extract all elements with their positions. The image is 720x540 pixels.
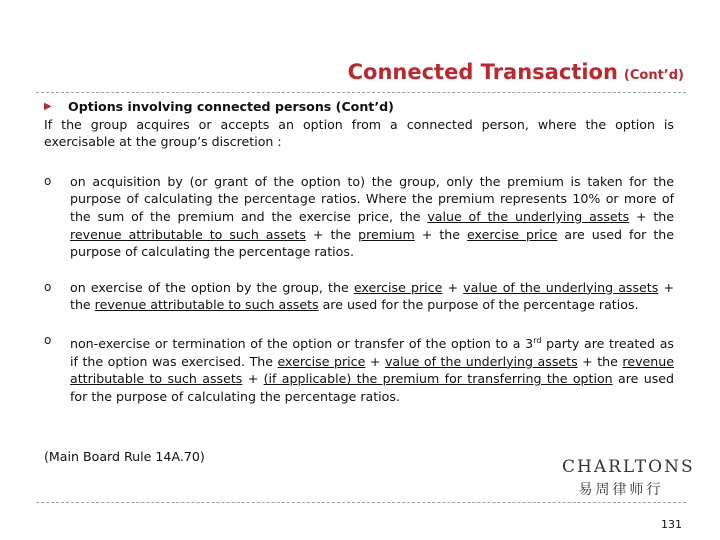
logo-english: CHARLTONS	[562, 457, 695, 477]
subheading	[44, 98, 674, 116]
bullet-text: non-exercise or termination of the option or transfer of the option to a 3rd party are treated as if the option was exercised. The exercise price + value of the underlying assets + the revenue attributable to such assets + (if applicable) the premium for transferring the option are used for the purpose of calculating the percentage ratios.	[70, 335, 674, 404]
bullet-text: on acquisition by (or grant of the option to) the group, only the premium is taken for the purpose of calculating the percentage ratios. Where the premium represents 10% or more of the sum of the premium and the exercise price, the value of the underlying assets + the revenue attributable to such assets + the premium + the exercise price are used for the purpose of calculating the percentage ratios.	[70, 173, 674, 260]
slide-body	[44, 98, 674, 406]
title-suffix: (Cont’d)	[623, 68, 684, 83]
logo-chinese: 易周律师行	[578, 482, 664, 498]
bullet-text: on exercise of the option by the group, the exercise price + value of the underlying assets + the revenue attributable to such assets are used for the purpose of the percentage ratios.	[70, 279, 674, 313]
slide-title	[348, 60, 684, 84]
circle-bullet-icon: o	[44, 173, 52, 188]
list-item	[44, 173, 674, 261]
circle-bullet-icon: o	[44, 279, 52, 294]
list-item	[44, 332, 674, 406]
subheading-text: Options involving connected persons (Cont’d)	[68, 99, 394, 114]
title-main: Connected Transaction	[347, 60, 618, 84]
list-item	[44, 279, 674, 314]
footer-divider	[36, 502, 686, 503]
rule-reference: (Main Board Rule 14A.70)	[44, 449, 205, 464]
triangle-right-icon: ▶	[44, 101, 52, 112]
intro-paragraph: If the group acquires or accepts an option from a connected person, where the option is exercisable at the group’s discretion :	[44, 116, 674, 150]
page-number: 131	[661, 518, 682, 531]
title-divider	[36, 92, 686, 93]
circle-bullet-icon: o	[44, 332, 52, 347]
charltons-logo	[562, 457, 695, 499]
